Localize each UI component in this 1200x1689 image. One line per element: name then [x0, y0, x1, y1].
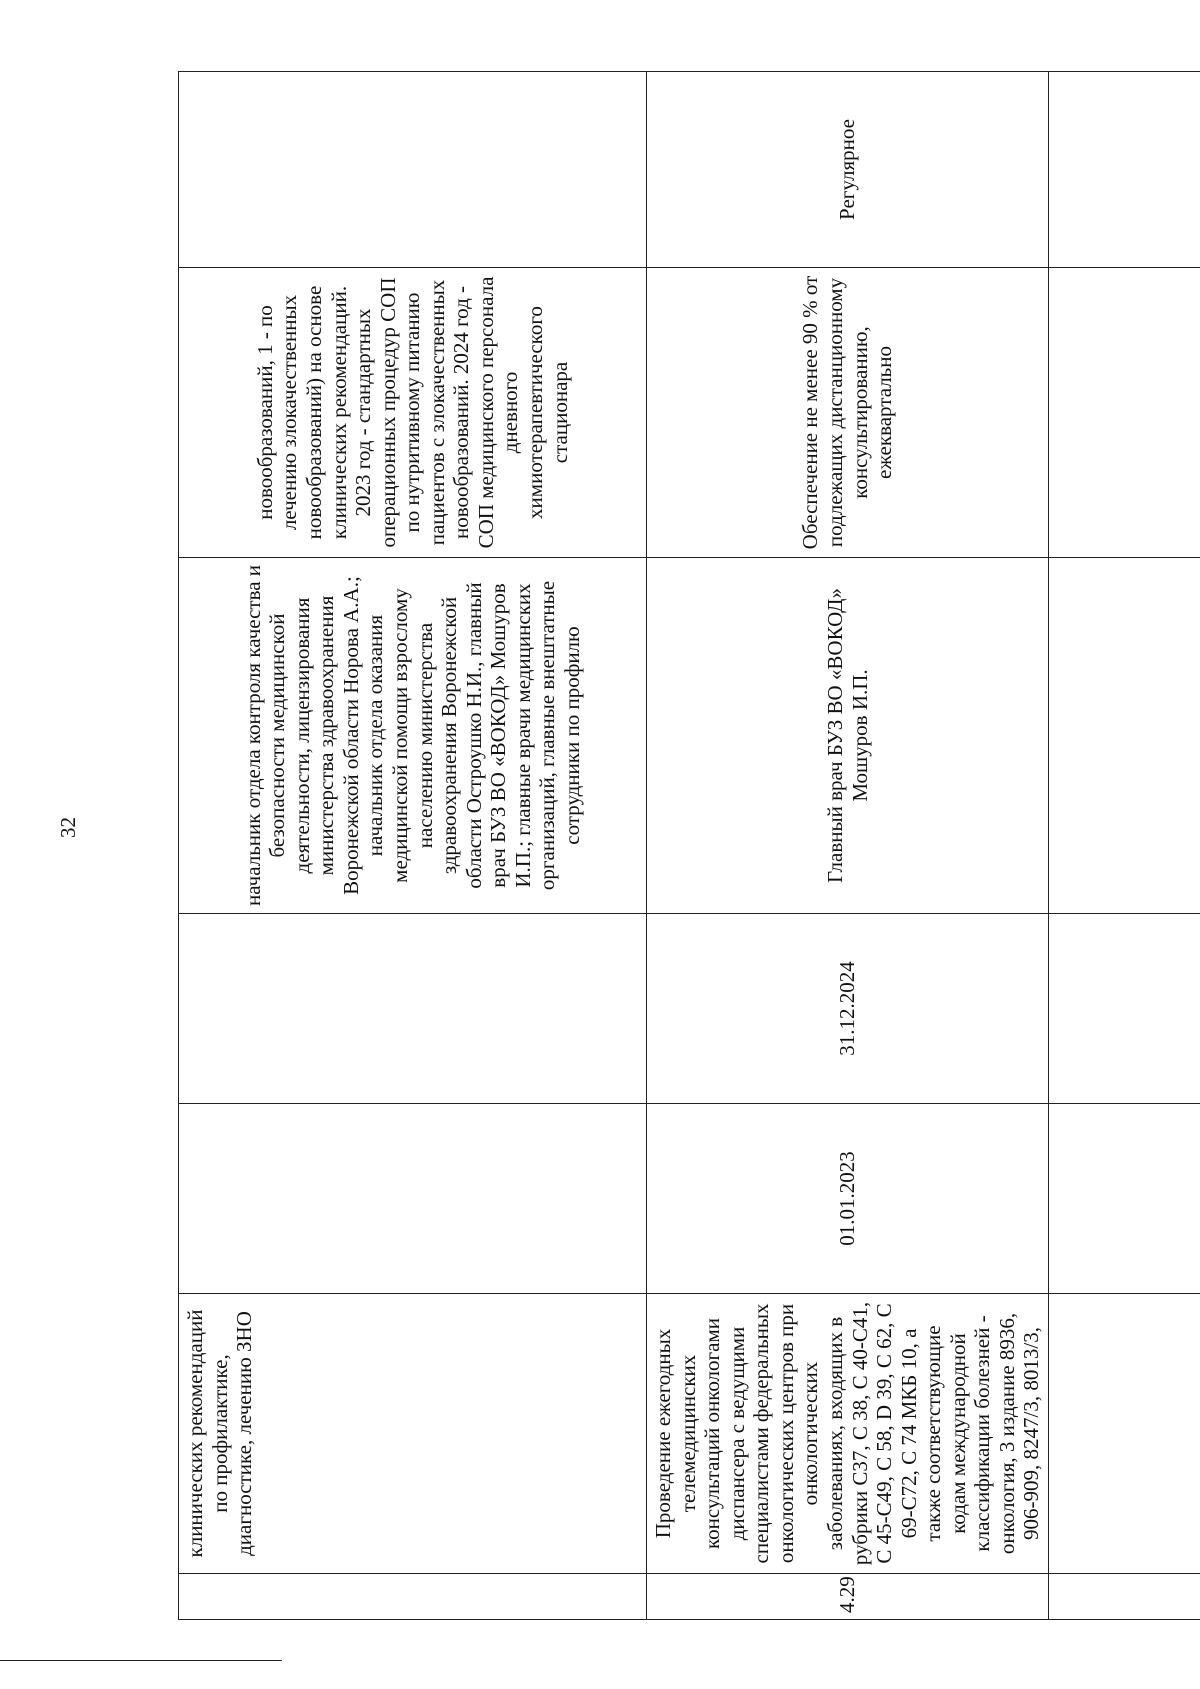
plan-table: [178, 71, 1200, 1620]
cell-type: Регулярное: [647, 72, 1049, 268]
cell-empty: [1049, 1574, 1200, 1620]
cell-event: Проведение ежегодных телемедицинских консультаций онкологами диспансера с ведущими специалистами федеральных онкологических центров при онкологических заболеваниях, входящих в рубрики С37, С 38, С 40-С41, С 45-С49, С 58, D 39, С 62, С 69-С72, С 74 МКБ 10, а также соответствующие кодам международной классификации болезней - онкология, 3 издание 8936, 906-909, 8247/3, 8013/3,: [647, 1294, 1049, 1574]
cell-empty: [1049, 72, 1200, 268]
cell-event: клинических рекомендаций по профилактике, диагностике, лечению ЗНО: [179, 1294, 647, 1574]
cell-end-date: 31.12.2024: [647, 914, 1049, 1104]
cell-num: [179, 1574, 647, 1620]
cell-num: 4.29: [647, 1574, 1049, 1620]
table-row: [1049, 72, 1200, 1620]
cell-start-date: 01.01.2023: [647, 1104, 1049, 1294]
cell-end-date: [179, 914, 647, 1104]
page-number: 32: [56, 817, 80, 838]
rotated-page-content: [178, 72, 1108, 1620]
cell-start-date: [179, 1104, 647, 1294]
cell-empty: [1049, 1294, 1200, 1574]
cell-result: Обеспечение не менее 90 % от подлежащих дистанционному консультированию, ежеквартально: [647, 268, 1049, 558]
cell-empty: [1049, 914, 1200, 1104]
cell-responsible: Главный врач БУЗ ВО «ВОКОД» Мошуров И.П.: [647, 558, 1049, 914]
table-row: [179, 72, 647, 1620]
cell-empty: [1049, 1104, 1200, 1294]
cell-empty: [1049, 268, 1200, 558]
cell-type: [179, 72, 647, 268]
cell-empty: [1049, 558, 1200, 914]
footnote-divider: [0, 1660, 282, 1661]
cell-responsible: начальник отдела контроля качества и безопасности медицинской деятельности, лицензирования министерства здравоохранения Воронежской области Норова А.А.; начальник отдела оказания медицинской помощи взрослому населению министерства здравоохранения Воронежской области Остроушко Н.И., главный врач БУЗ ВО «ВОКОД» Мошуров И.П.; главные врачи медицинских организаций, главные внештатные сотрудники по профилю: [179, 558, 647, 914]
table-row: [647, 72, 1049, 1620]
cell-result: новообразований, 1 - по лечению злокачественных новообразований) на основе клинических рекомендаций. 2023 год - стандартных операционных процедур СОП по нутритивному питанию пациентов с злокачественных новообразований. 2024 год - СОП медицинского персонала дневного химиотерапевтического стационара: [179, 268, 647, 558]
